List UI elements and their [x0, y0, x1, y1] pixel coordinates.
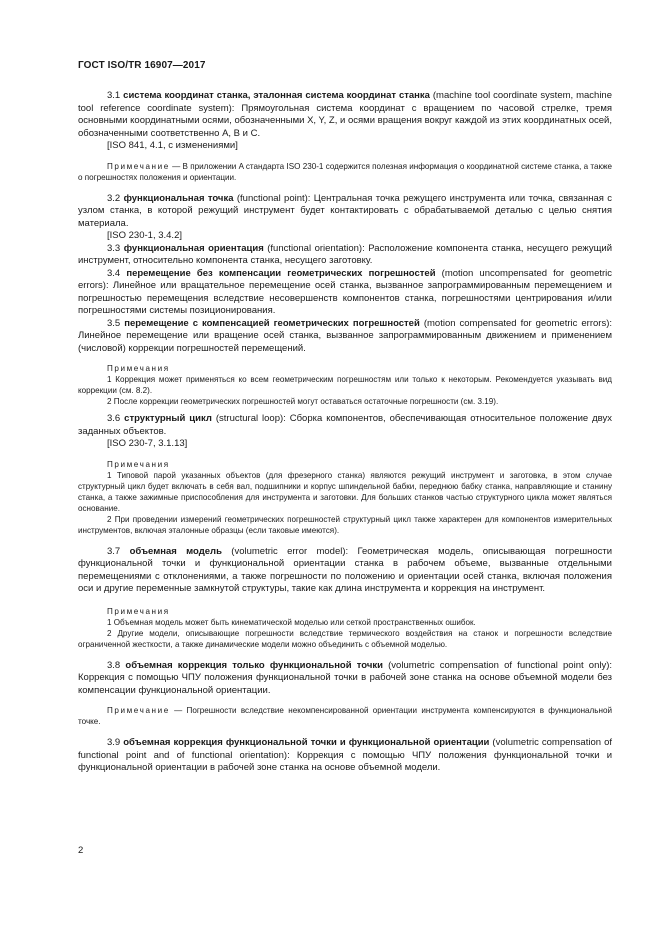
clause-number: 3.3: [107, 242, 121, 254]
term: система координат станка, эталонная система координат станка: [123, 90, 430, 101]
definition-text: (functional orientation): Расположение компонента станка, несущего режущий инструмент, относительно компонента станка, несущего заготовку.: [78, 242, 613, 266]
clause-number: 3.7: [107, 545, 121, 557]
note-item: 1 Объемная модель может быть кинематической моделью или сеткой пространственных ошибок.: [107, 617, 476, 627]
note-item: 2 После коррекции геометрических погрешностей могут оставаться остаточные погрешности (см. 3.19).: [107, 397, 499, 406]
note: [78, 705, 612, 727]
note-text: — В приложении A стандарта ISO 230-1 содержится полезная информация о координатной системе станка, а также о погрешностях положения и ориентации.: [78, 161, 612, 182]
note-item: 1 Типовой парой указанных объектов (для фрезерного станка) являются режущий инструмент и заготовка, в этом случае структурный цикл будет включать в себя вал, подшипники и корпус шпиндельной бабки, переднюю бабку станка, направляющие и станину станка, а также зажимные приспособления для инструмента и заготовки. Для больших станков частью структурного цикла может являться основание.: [78, 470, 612, 513]
reference: [ISO 230-1, 3.4.2]: [107, 230, 182, 241]
term: структурный цикл: [124, 413, 212, 424]
definition-text: (volumetric error model): Геометрическая модель, описывающая погрешности функциональной точки и функциональной ориентации станка в рабочем объеме, вызванные отдельными перемещениями с отклонениями, а также погрешности по положению и ориентации осей станка, включая положения оси и другие переменные замкнутой структуры, такие как длина инструмента и коррекция на инструмент.: [78, 545, 613, 594]
notes-heading: Примечания: [107, 459, 170, 469]
note-item: 2 При проведении измерений геометрических погрешностей структурный цикл также характерен для компонентов измерительных инструментов, включая эталонные образцы (если таковые имеются).: [78, 514, 612, 535]
note-label: Примечание: [107, 706, 170, 715]
notes-heading: Примечания: [107, 364, 170, 373]
reference: [ISO 841, 4.1, с изменениями]: [107, 140, 238, 151]
term: перемещение без компенсации геометрических погрешностей: [126, 267, 436, 279]
note: [78, 161, 612, 183]
term: функциональная ориентация: [123, 242, 264, 254]
definition-3-2: [78, 193, 612, 231]
term: объемная модель: [129, 545, 222, 557]
definition-3-3: [78, 243, 612, 268]
term: объемная коррекция только функциональной точки: [125, 659, 383, 671]
notes-heading: Примечания: [107, 606, 170, 616]
term: перемещение с компенсацией геометрических погрешностей: [124, 317, 420, 329]
clause-number: 3.6: [107, 413, 121, 424]
note-item: 2 Другие модели, описывающие погрешности вследствие термического воздействия на станок и погрешности вследствие ограниченной жесткости, а также динамические модели можно объединить с объемной моделью.: [78, 628, 612, 649]
term: объемная коррекция функциональной точки и функциональной ориентации: [123, 737, 490, 748]
clause-number: 3.5: [107, 317, 121, 329]
definition-3-8: [78, 660, 612, 698]
definition-3-7: [78, 546, 612, 596]
clause-number: 3.2: [107, 192, 121, 204]
definition-text: (volumetric compensation of functional point and of functional orientation): Коррекция с помощью ЧПУ положения функциональной точки и функциональной ориентации в рабочей зоне станка на основе объемной модели.: [78, 737, 612, 773]
note-item: 1 Коррекция может применяться ко всем геометрическим погрешностям или только к некоторым. Рекомендуется указывать вид коррекции (см. 8.2).: [78, 375, 612, 395]
clause-number: 3.1: [107, 90, 121, 101]
definition-3-4: [78, 268, 612, 318]
clause-number: 3.8: [107, 659, 121, 671]
definition-text: (volumetric compensation of functional point only): Коррекция с помощью ЧПУ положения функциональной точки в рабочей зоне станка на основе объемной модели без компенсации функциональной ориентации.: [78, 659, 613, 696]
clause-number: 3.9: [107, 737, 121, 748]
definition-3-1: [78, 90, 612, 140]
document-body: [78, 90, 612, 775]
definition-text: (motion uncompensated for geometric errors): Линейное или вращательное перемещение осей станка, вызванное запрограммированным перемещением и погрешностью перемещения вследствие несовершенств компонентов станка, погрешностями центрирования и/или погрешностями системы позиционирования.: [78, 267, 613, 316]
page-number: 2: [78, 845, 84, 856]
definition-text: (motion compensated for geometric errors): Линейное перемещение или вращение осей станка, вызванное запрограммированным движением и применением (числовой) коррекции погрешностей перемещений.: [78, 317, 612, 354]
note-label: Примечание: [107, 161, 170, 171]
document-header: ГОСТ ISO/TR 16907—2017: [78, 60, 206, 71]
definition-3-9: [78, 737, 612, 775]
term: функциональная точка: [123, 192, 234, 204]
clause-number: 3.4: [107, 267, 121, 279]
definition-text: (structural loop): Сборка компонентов, обеспечивающая относительное положение двух заданных объектов.: [78, 413, 613, 437]
reference: [ISO 230-7, 3.1.13]: [107, 438, 188, 449]
definition-3-5: [78, 318, 612, 356]
definition-3-6: [78, 413, 612, 438]
definition-text: (functional point): Центральная точка режущего инструмента или точка, связанная с узлом станка, в которой режущий инструмент будет контактировать с обрабатываемой деталью с целью снятия материала.: [78, 192, 612, 229]
definition-text: (machine tool coordinate system, machine tool reference coordinate system): Прямоугольная система координат с вращением по часовой стрелке, тремя основными координатными осями, обозначенными X, Y, Z, и осями вращения вокруг каждой из этих координатных осей, обозначенными соответственно A, B и C.: [78, 90, 613, 139]
note-text: — Погрешности вследствие некомпенсированной ориентации инструмента компенсируются в функциональной точке.: [78, 706, 612, 726]
